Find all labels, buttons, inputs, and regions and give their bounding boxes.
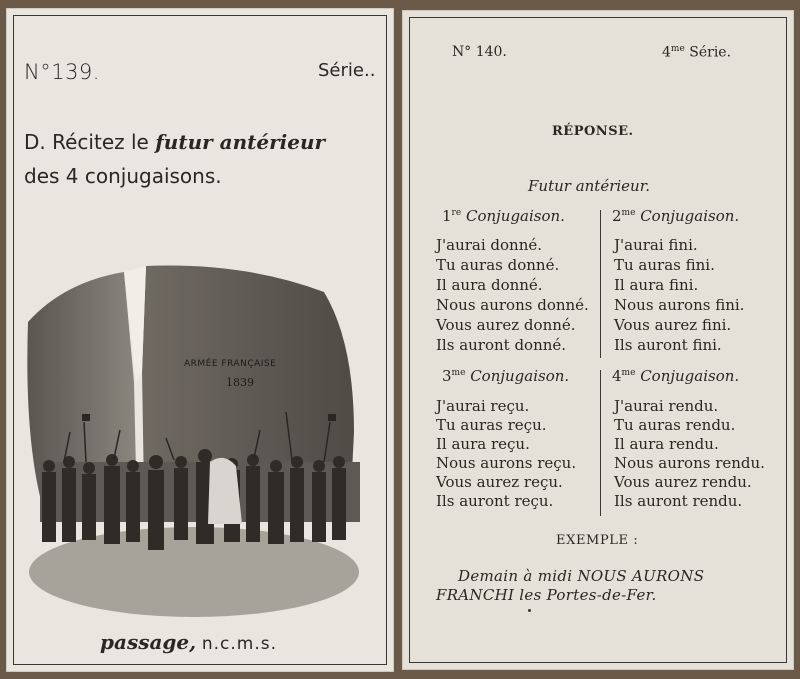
- footer-emphasis: passage,: [100, 630, 197, 654]
- series-label: Série..: [318, 60, 376, 81]
- illustration-soldiers-gate: [24, 262, 364, 618]
- tense-title: Futur antérieur.: [528, 177, 650, 195]
- series-label: [662, 44, 731, 61]
- conj-1-line: Vous aurez donné.: [436, 316, 576, 334]
- question-line-1: [24, 130, 325, 154]
- conj-3-line: Vous aurez reçu.: [436, 473, 563, 491]
- conj-3-line: Nous aurons reçu.: [436, 454, 577, 472]
- conj-1-line: Nous aurons donné.: [436, 296, 589, 314]
- conj-4-line: Il aura rendu.: [614, 435, 719, 453]
- conj-4-line: Tu auras rendu.: [614, 416, 736, 434]
- flag: [328, 414, 336, 421]
- footer-rest: n.c.m.s.: [201, 634, 277, 654]
- conj-2-line: J'aurai fini.: [614, 236, 698, 254]
- conjugation-4-heading: $4^{me}$ Conjugaison.: [612, 367, 740, 385]
- conj-1-line: Il aura donné.: [436, 276, 543, 294]
- inscription-line-1: ARMÉE FRANÇAISE: [184, 359, 277, 369]
- conj-1-line: J'aurai donné.: [436, 236, 543, 254]
- column-divider-bottom: [600, 370, 601, 516]
- question-emphasis: futur antérieur: [155, 130, 326, 154]
- conj-4-line: Ils auront rendu.: [614, 492, 743, 510]
- conj-2-line: Ils auront fini.: [614, 336, 722, 354]
- card-number: N°139.: [24, 60, 100, 84]
- conj-4-line: Vous aurez rendu.: [614, 473, 752, 491]
- series-sup: me: [670, 44, 685, 54]
- conjugation-3-heading: $3^{me}$ Conjugaison.: [442, 367, 570, 385]
- column-divider-top: [600, 210, 601, 358]
- ornament-dot: [528, 609, 531, 612]
- conj-2-line: Vous aurez fini.: [614, 316, 732, 334]
- question-line-2: des 4 conjugaisons.: [24, 164, 222, 188]
- answer-heading: RÉPONSE.: [552, 124, 634, 139]
- conj-2-line: Nous aurons fini.: [614, 296, 745, 314]
- example-line-1: Demain à midi NOUS AURONS: [458, 567, 705, 585]
- conj-3-line: Il aura reçu.: [436, 435, 530, 453]
- card-footer: [100, 630, 277, 654]
- series-word: Série.: [689, 44, 732, 61]
- conj-2-line: Il aura fini.: [614, 276, 699, 294]
- conj-3-line: Tu auras reçu.: [436, 416, 547, 434]
- example-line-2: FRANCHI les Portes-de-Fer.: [436, 586, 657, 604]
- inscription-line-2: 1839: [226, 376, 254, 389]
- conj-3-line: Ils auront reçu.: [436, 492, 554, 510]
- conj-1-line: Ils auront donné.: [436, 336, 567, 354]
- conjugation-1-heading: 1re Conjugaison.: [442, 207, 565, 225]
- example-label: EXEMPLE :: [556, 533, 639, 548]
- conj-3-line: J'aurai reçu.: [436, 397, 530, 415]
- card-number: N° 140.: [452, 44, 507, 60]
- conj-1-line: Tu auras donné.: [436, 256, 560, 274]
- ground: [29, 527, 359, 617]
- series-number: 4: [662, 44, 671, 61]
- conj-2-line: Tu auras fini.: [614, 256, 715, 274]
- conj-4-line: J'aurai rendu.: [614, 397, 719, 415]
- question-prefix: D. Récitez le: [24, 130, 149, 154]
- conjugation-2-heading: $2^{me}$ Conjugaison.: [612, 207, 740, 225]
- conj-4-line: Nous aurons rendu.: [614, 454, 765, 472]
